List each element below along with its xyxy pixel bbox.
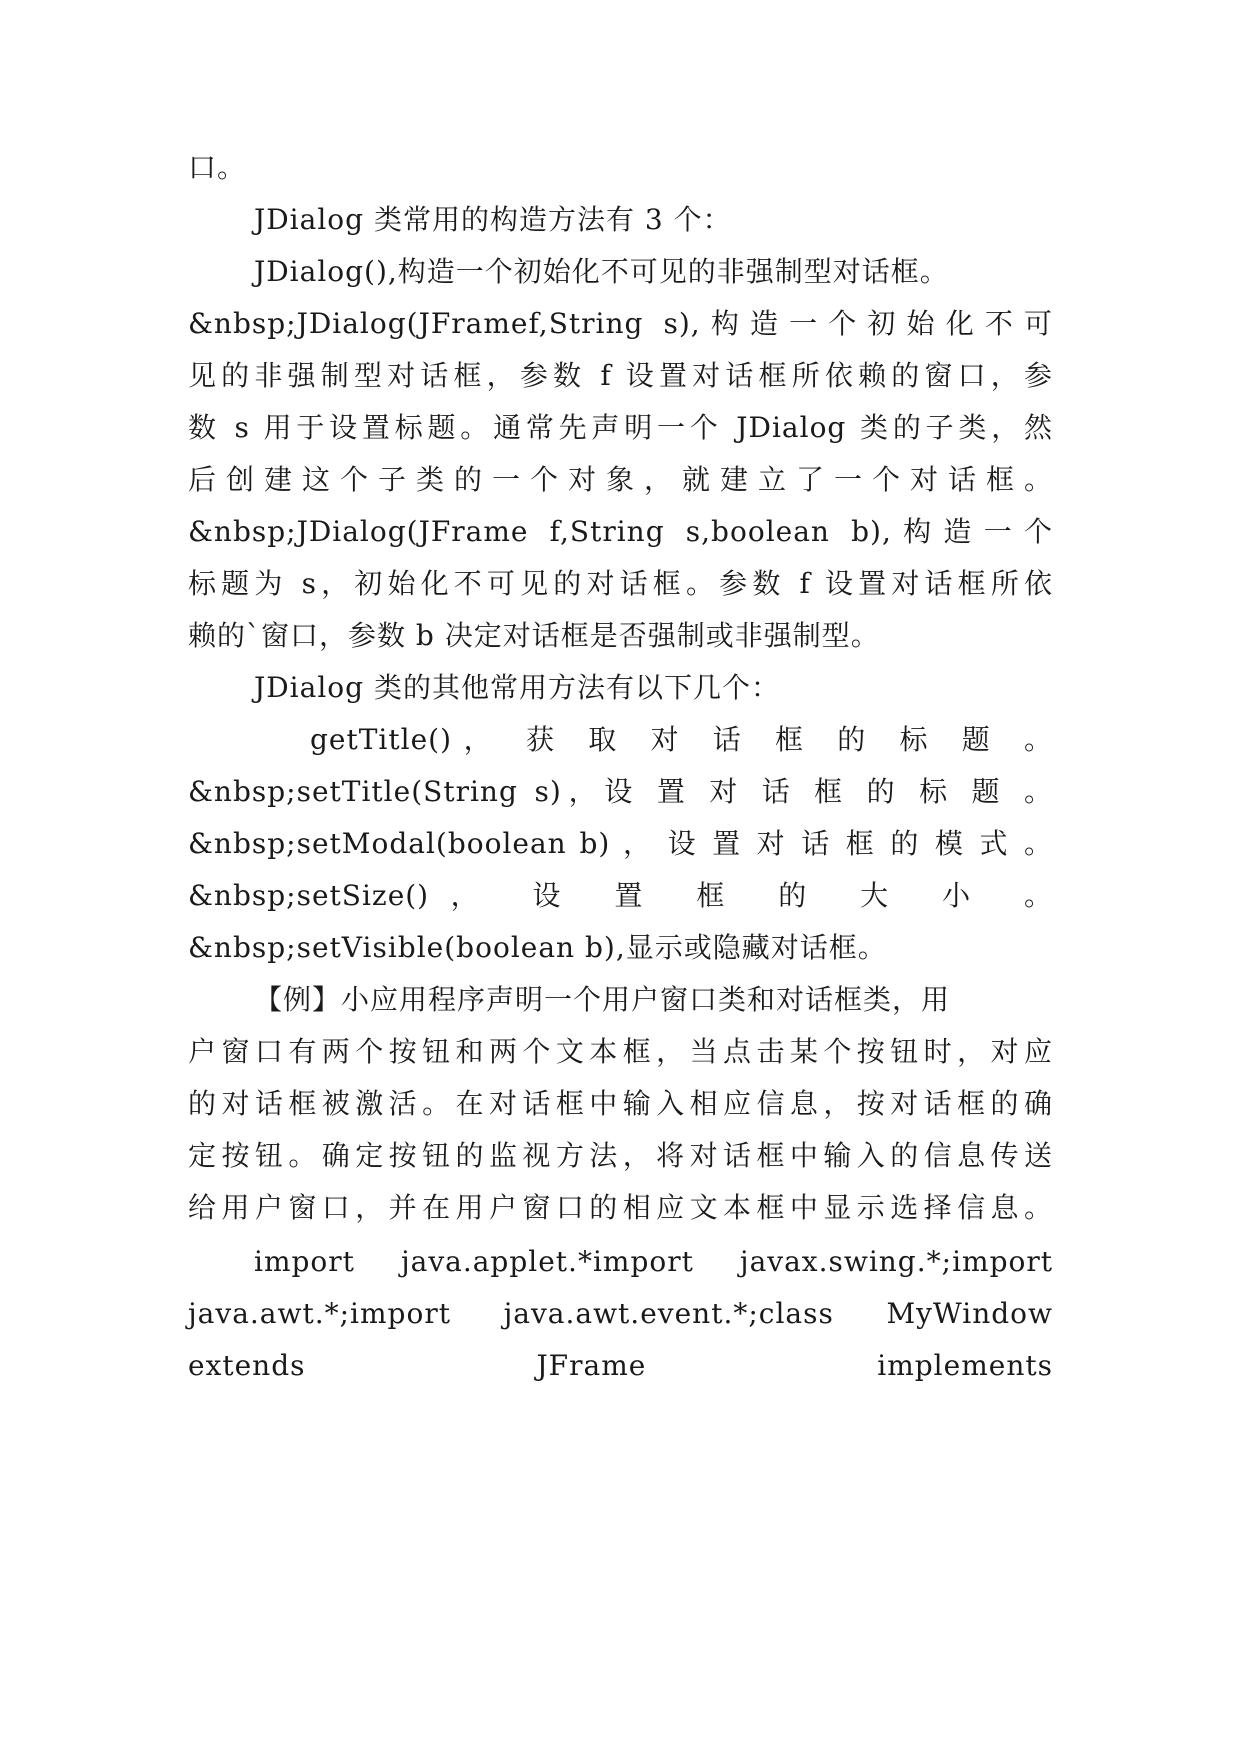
text-line: java.awt.*;import java.awt.event.*;class MyWindow: [188, 1297, 1053, 1330]
text-line: extends JFrame implements: [188, 1349, 1053, 1382]
text-line: 口。: [188, 151, 247, 184]
text-line: 的对话框被激活。在对话框中输入相应信息，按对话框的确: [188, 1087, 1053, 1120]
text-line: 标题为 s，初始化不可见的对话框。参数 f 设置对话框所依: [188, 567, 1053, 600]
text-line: 后创建这个子类的一个对象，就建立了一个对话框。: [188, 463, 1053, 496]
text-line: JDialog(),构造一个初始化不可见的非强制型对话框。: [254, 255, 949, 288]
text-line: &nbsp;setVisible(boolean b),显示或隐藏对话框。: [188, 931, 887, 964]
text-line: 【例】小应用程序声明一个用户窗口类和对话框类，用: [254, 983, 951, 1016]
text-line: JDialog 类的其他常用方法有以下几个：: [254, 671, 780, 704]
text-line: import java.applet.*import javax.swing.*;import: [254, 1245, 1053, 1278]
text-line: 定按钮。确定按钮的监视方法，将对话框中输入的信息传送: [188, 1139, 1053, 1172]
text-line: 户窗口有两个按钮和两个文本框，当点击某个按钮时，对应: [188, 1035, 1053, 1068]
text-line: &nbsp;JDialog(JFramef,String s),构造一个初始化不可: [188, 307, 1053, 340]
text-line: &nbsp;setTitle(String s)，设 置 对 话 框 的 标 题 。: [188, 775, 1053, 808]
text-line: 赖的`窗口，参数 b 决定对话框是否强制或非强制型。: [188, 619, 880, 652]
text-line: 数 s 用于设置标题。通常先声明一个 JDialog 类的子类，然: [188, 411, 1053, 444]
text-line: 给用户窗口，并在用户窗口的相应文本框中显示选择信息。: [188, 1191, 1053, 1224]
text-line: JDialog 类常用的构造方法有 3 个：: [254, 203, 732, 236]
text-line: getTitle()， 获 取 对 话 框 的 标 题 。: [310, 723, 1053, 756]
text-line: 见的非强制型对话框，参数 f 设置对话框所依赖的窗口，参: [188, 359, 1053, 392]
text-line: &nbsp;JDialog(JFrame f,String s,boolean b),构造一个: [188, 515, 1053, 548]
text-line: &nbsp;setSize()， 设 置 框 的 大 小 。: [188, 879, 1053, 912]
text-line: &nbsp;setModal(boolean b) ， 设 置 对 话 框 的 模 式 。: [188, 827, 1053, 860]
